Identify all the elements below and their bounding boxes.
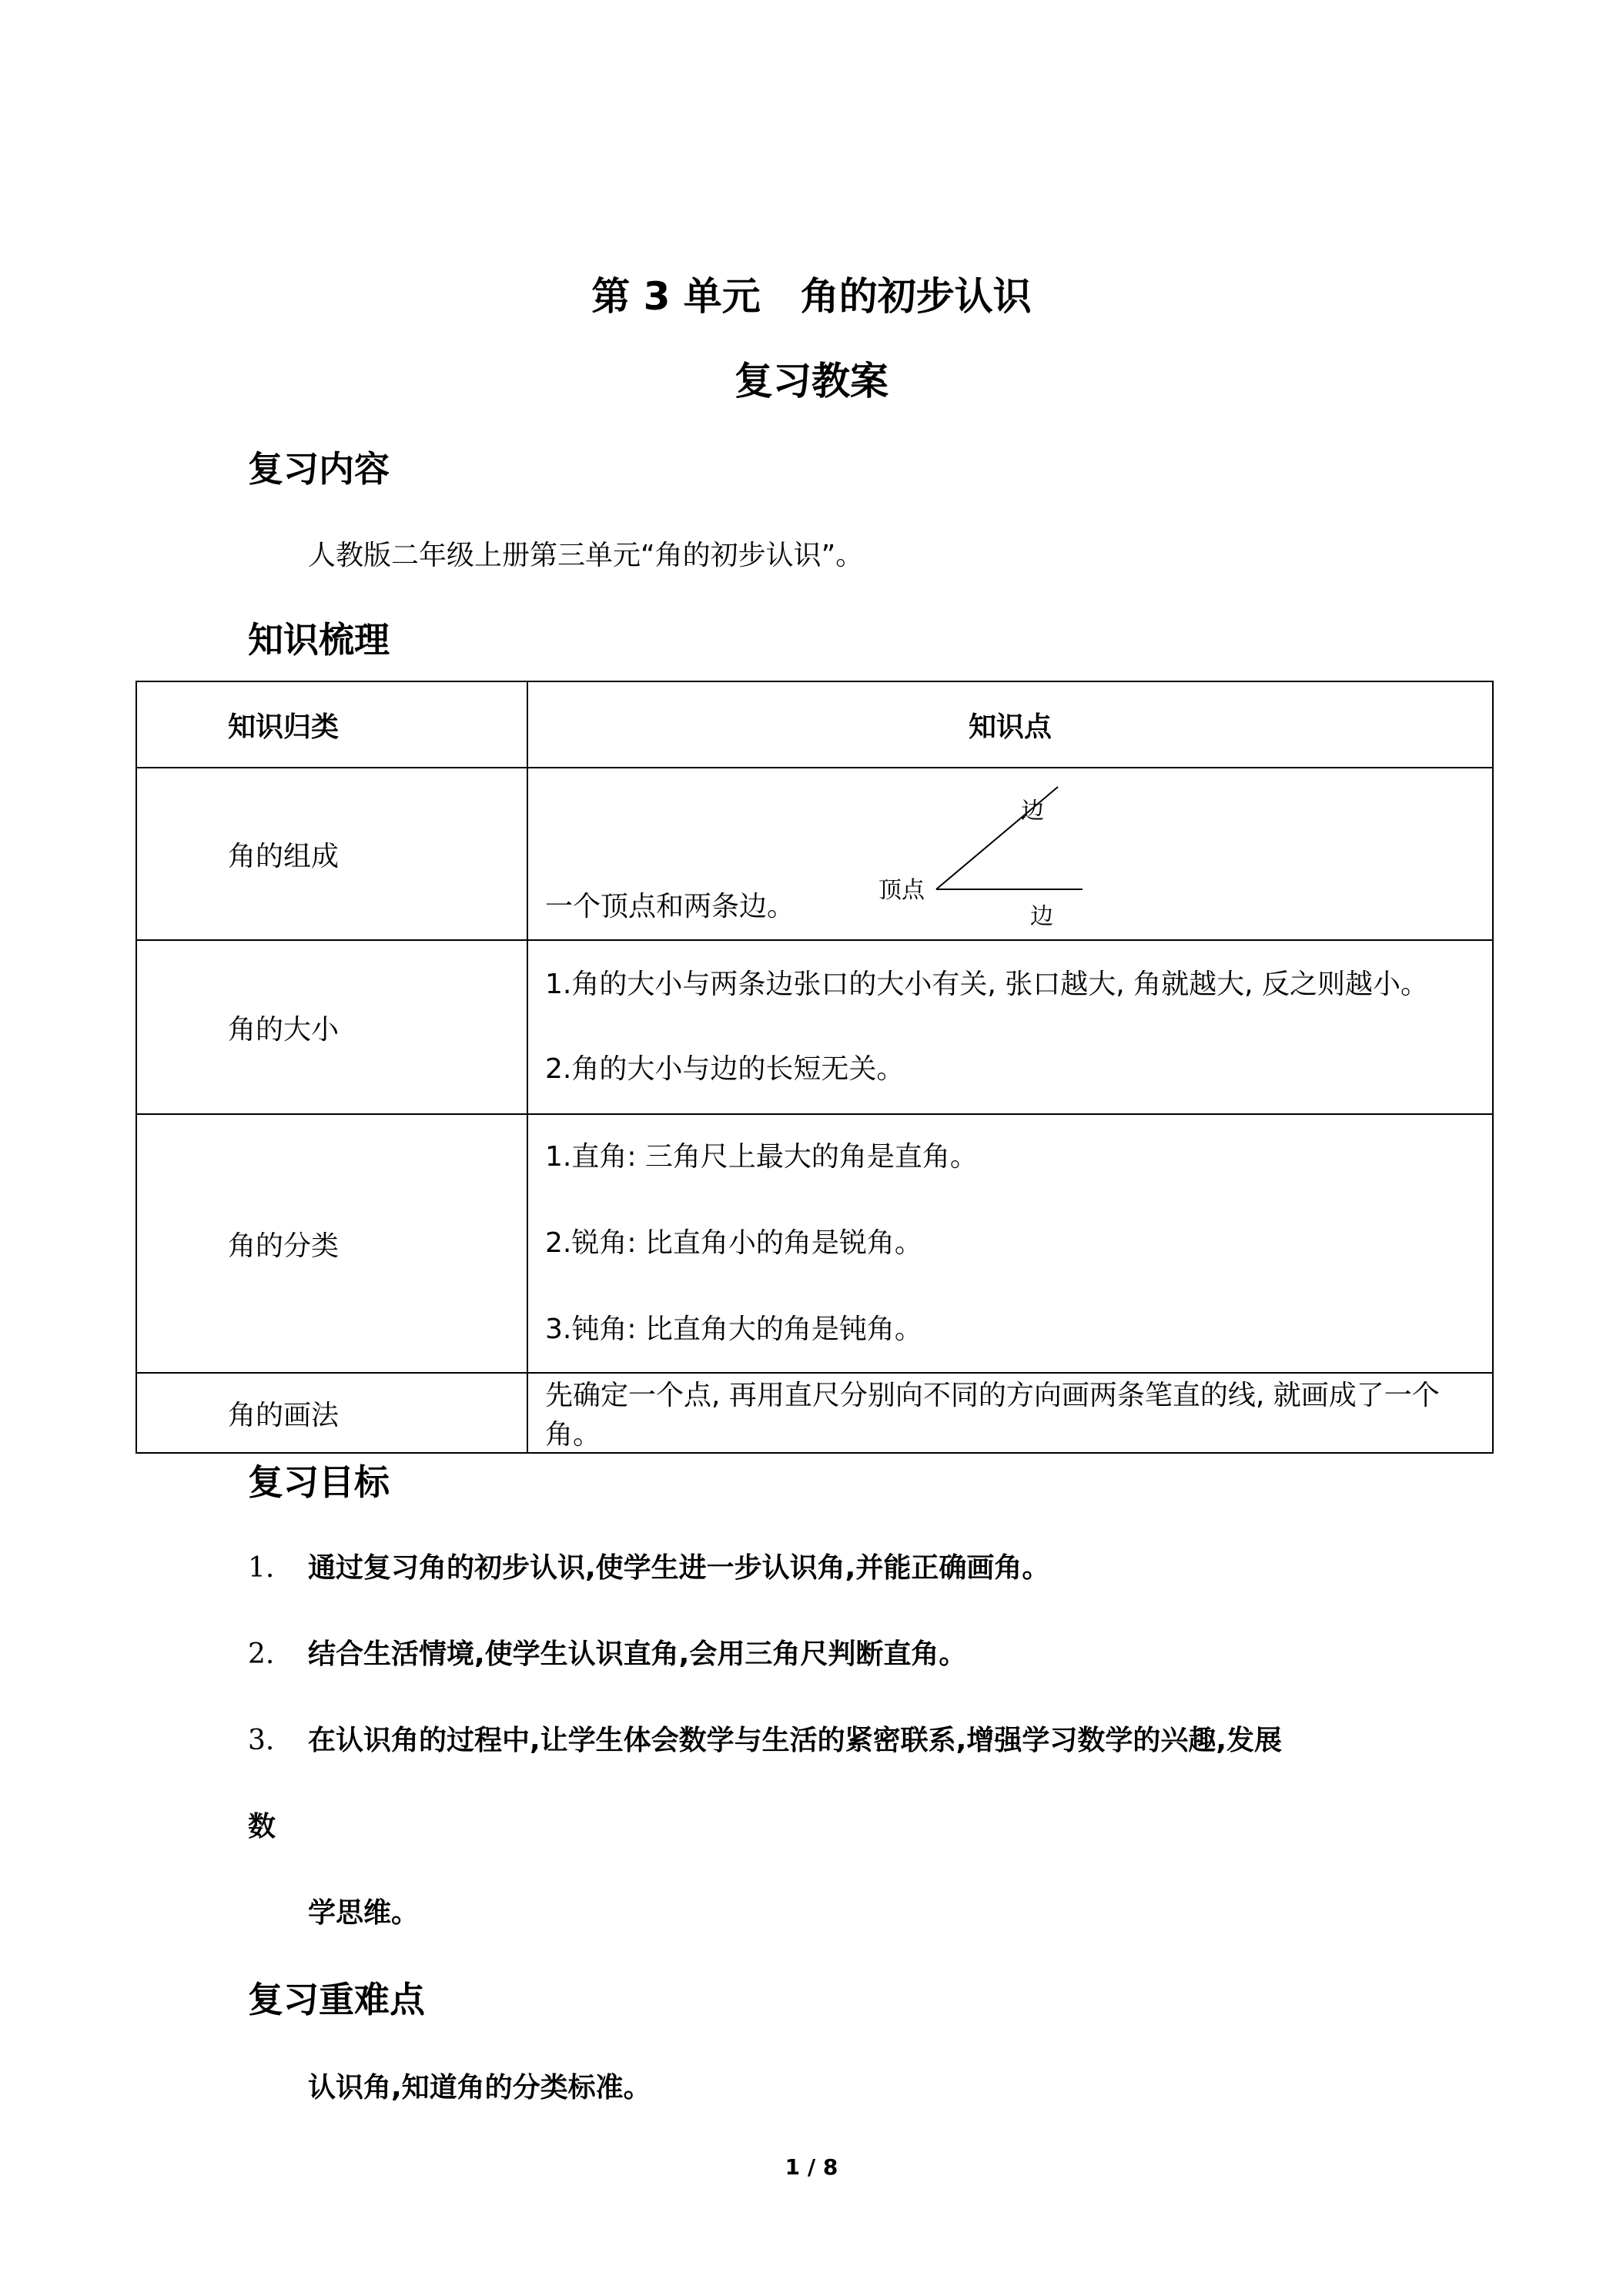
side-label-top: 边 (1021, 798, 1044, 825)
table-row (136, 1114, 1493, 1373)
table-header-category: 知识归类 (136, 681, 527, 768)
row-points: 先确定一个点, 再用直尺分别向不同的方向画两条笔直的线, 就画成了一个角。 (527, 1373, 1493, 1453)
row-category: 角的大小 (136, 940, 527, 1114)
content-text: 人教版二年级上册第三单元“角的初步认识”。 (308, 540, 864, 571)
side-label-bottom: 边 (1030, 903, 1053, 930)
point-text: 1.直角: 三角尺上最大的角是直角。 (545, 1141, 978, 1173)
section-heading-content: 复习内容 (248, 448, 390, 490)
table-row (136, 768, 1493, 940)
goal-number: 3. (248, 1725, 275, 1756)
knowledge-table (136, 681, 1494, 1454)
document-subtitle: 复习教案 (735, 359, 888, 403)
section-heading-goals: 复习目标 (248, 1461, 390, 1503)
goal-item (0, 1552, 1623, 1585)
goal-item (0, 1638, 1623, 1672)
table-row (136, 1373, 1493, 1453)
table-header-points: 知识点 (527, 681, 1493, 768)
page-number: 1 / 8 (785, 2154, 838, 2180)
goal-text: 通过复习角的初步认识,使学生进一步认识角,并能正确画角。 (308, 1552, 1050, 1584)
angle-composition-text: 一个顶点和两条边。 (545, 891, 795, 922)
table-row (136, 940, 1493, 1114)
point-text: 2.锐角: 比直角小的角是锐角。 (545, 1227, 922, 1259)
section-heading-difficulty: 复习重难点 (248, 1979, 425, 2020)
difficulty-text: 认识角,知道角的分类标准。 (308, 2072, 651, 2104)
goal-number: 1. (248, 1552, 275, 1584)
section-heading-knowledge: 知识梳理 (248, 619, 390, 661)
goal-text: 在认识角的过程中,让学生体会数学与生活的紧密联系,增强学习数学的兴趣,发展 (308, 1725, 1283, 1756)
title-topic: 角的初步认识 (800, 274, 1032, 319)
point-text: 3.钝角: 比直角大的角是钝角。 (545, 1314, 922, 1345)
point-text: 1.角的大小与两条边张口的大小有关, 张口越大, 角就越大, 反之则越小。 (545, 969, 1429, 1000)
row-category: 角的组成 (136, 768, 527, 940)
row-points (527, 1114, 1493, 1373)
vertex-label: 顶点 (878, 877, 925, 904)
row-points (527, 940, 1493, 1114)
goal-wrap-line-1: 数 (248, 1811, 276, 1842)
goal-text: 结合生活情境,使学生认识直角,会用三角尺判断直角。 (308, 1638, 967, 1670)
row-points (527, 768, 1493, 940)
row-category: 角的画法 (136, 1373, 527, 1453)
title-unit: 第 3 单元 (591, 274, 761, 319)
angle-diagram (828, 776, 1106, 938)
table-header-row (136, 681, 1493, 768)
document-title (0, 274, 1623, 319)
row-category: 角的分类 (136, 1114, 527, 1373)
goal-wrap-line-2: 学思维。 (308, 1897, 420, 1929)
point-text: 2.角的大小与边的长短无关。 (545, 1053, 905, 1085)
goal-number: 2. (248, 1638, 275, 1670)
goal-item (0, 1727, 1623, 1758)
